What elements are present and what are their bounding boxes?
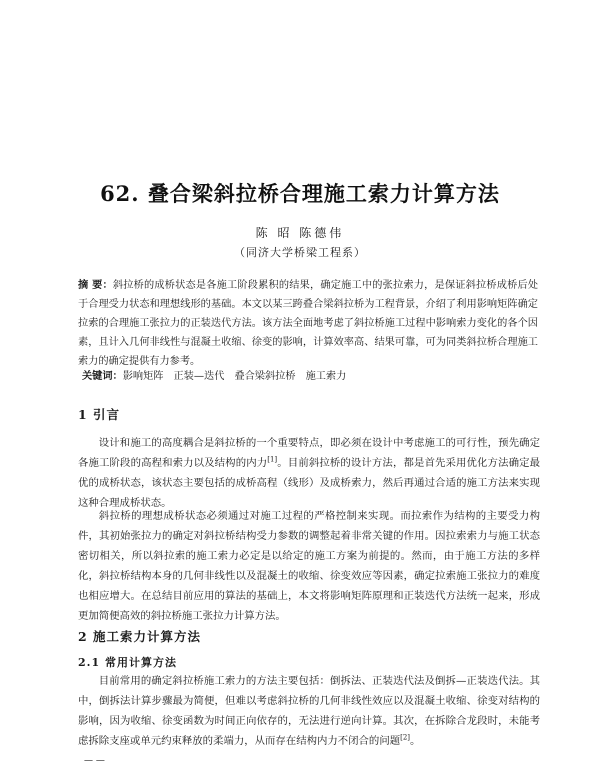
- keyword-item: 施工索力: [305, 371, 347, 382]
- keywords: [82, 367, 542, 386]
- keyword-item: 正装—迭代: [173, 371, 225, 382]
- paragraph-text: 目前常用的确定斜拉桥施工索力的方法主要包括：倒拆法、正装迭代法及倒拆—正装迭代法。其中，倒拆法计算步骤最为简便，但难以考虑斜拉桥的几何非线性效应以及混凝土收缩、徐变对结构的影响，因为收缩、徐变函数为时间正向依存的，无法进行逆向计算。其次，在拆除合龙段时，未能考虑拆除支座或单元约束释放的柔端力，从而存在结构内力不闭合的问题: [78, 675, 540, 747]
- page-number-mark: — —: [84, 756, 105, 766]
- citation-ref: [1]: [267, 455, 278, 464]
- intro-paragraph-2: 斜拉桥的理想成桥状态必须通过对施工过程的严格控制来实现。而拉索作为结构的主要受力构件，其初始张拉力的确定对斜拉桥结构受力参数的调整起着非常关键的作用。因拉索索力与施工状态密切相关，所以斜拉索的施工索力必定是以给定的施工方案为前提的。然而，由于施工方法的多样化，斜拉桥结构本身的几何非线性以及混凝土的收缩、徐变效应等因素，确定拉索施工张拉力的难度也相应增大。在总结目前应用的算法的基础上，本文将影响矩阵原理和正装迭代方法统一起来，形成更加简便高效的斜拉桥施工张拉力计算方法。: [78, 510, 540, 622]
- subsection-heading: 2.1 常用计算方法: [78, 656, 177, 669]
- paragraph-text: 。目前斜拉桥的设计方法，都是首先采用优化方法确定最优的成桥状态，该状态主要包括的成桥高程（线形）及成桥索力，然后再通过合适的施工方法来实现这种合理成桥状态。: [78, 457, 541, 509]
- citation-ref: [2]: [400, 733, 411, 742]
- paper-title: 62. 叠合梁斜拉桥合理施工索力计算方法: [100, 181, 500, 206]
- keyword-item: 叠合梁斜拉桥: [234, 371, 296, 382]
- method-paragraph-1: [78, 671, 540, 751]
- authors: 陈 昭 陈德伟: [255, 226, 345, 240]
- keywords-label: 关键词：: [82, 370, 123, 382]
- abstract-text: 斜拉桥的成桥状态是各施工阶段累积的结果，确定施工中的张拉索力，是保证斜拉桥成桥后处于合理受力状态和理想线形的基础。本文以某三跨叠合梁斜拉桥为工程背景，介绍了利用影响矩阵确定拉索的合理施工张拉力的正装迭代方法。该方法全面地考虑了斜拉桥施工过程中影响索力变化的各个因素，且计入几何非线性与混凝土收缩、徐变的影响，计算效率高、结果可靠，可为同类斜拉桥合理施工索力的确定提供有力参考。: [78, 280, 538, 367]
- abstract-label: 摘 要：: [78, 279, 113, 291]
- section-heading-introduction: 1 引言: [78, 407, 121, 422]
- section-heading-method: 2 施工索力计算方法: [78, 629, 202, 644]
- intro-paragraph-1: [78, 433, 540, 513]
- keyword-item: 影响矩阵: [122, 371, 164, 382]
- paragraph-text: 。: [410, 735, 421, 747]
- paragraph-text: 设计和施工的高度耦合是斜拉桥的一个重要特点，即必须在设计中考虑施工的可行性，预先确定各施工阶段的高程和索力以及结构的内力: [78, 437, 540, 469]
- abstract: [78, 276, 538, 371]
- affiliation: （同济大学桥梁工程系）: [234, 246, 366, 259]
